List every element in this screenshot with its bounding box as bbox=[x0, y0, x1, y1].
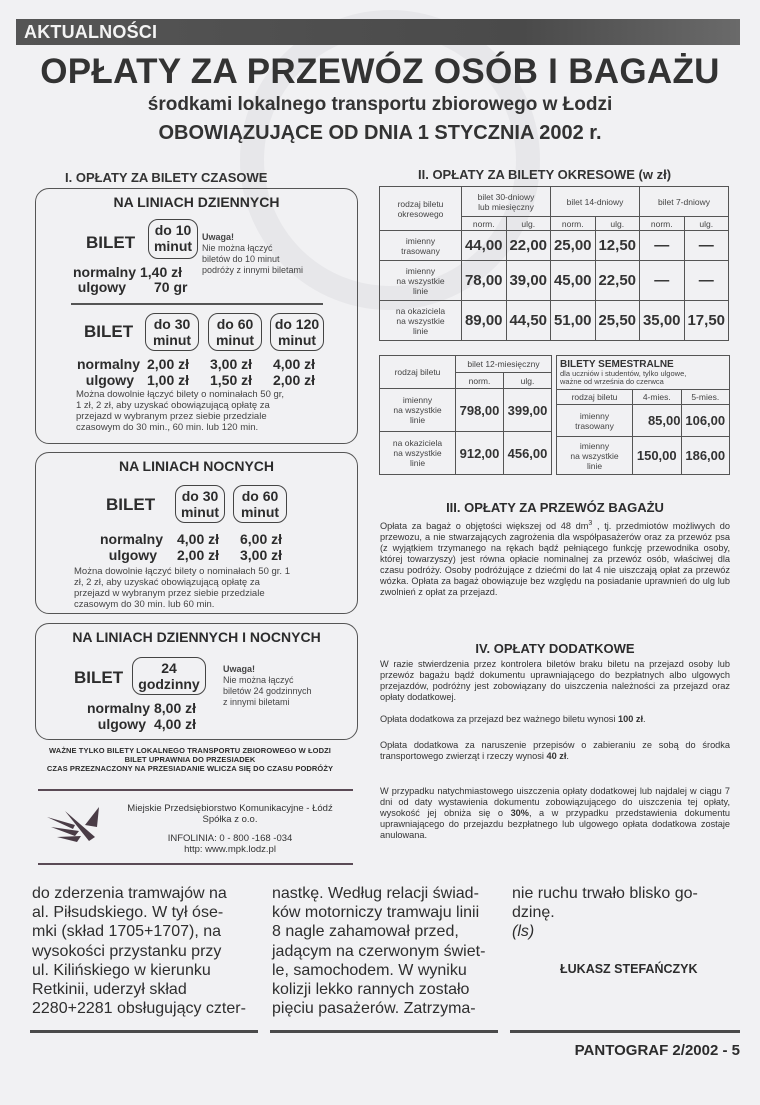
text: . bbox=[643, 714, 646, 724]
article-column-3 bbox=[512, 884, 744, 942]
note-line: Uwaga! bbox=[202, 232, 235, 242]
table-row bbox=[557, 405, 730, 437]
t60-normal-price: 3,00 zł bbox=[210, 356, 253, 372]
normal-label: normalny bbox=[76, 356, 140, 372]
day-lines-box bbox=[35, 188, 358, 444]
reduced-label: ulgowy bbox=[97, 716, 146, 732]
pill-top: do 30 bbox=[181, 488, 219, 504]
table-row bbox=[380, 231, 729, 261]
section-label: AKTUALNOŚCI bbox=[24, 22, 158, 42]
value-cell: — bbox=[684, 261, 729, 301]
article-line: 8 nagle zahamował przed, bbox=[272, 923, 459, 941]
cell-line: linie bbox=[412, 325, 429, 336]
note-line: Można dowolnie łączyć bilety o nominałach 50 gr, bbox=[76, 389, 285, 400]
pill-top: do 60 bbox=[216, 316, 254, 332]
value-cell: — bbox=[640, 231, 685, 261]
page-title: OPŁATY ZA PRZEWÓZ OSÓB I BAGAŻU bbox=[40, 52, 720, 91]
fee-amount: 40 zł bbox=[546, 751, 567, 761]
bilet-label: BILET bbox=[84, 322, 134, 341]
bilet-label: BILET bbox=[74, 668, 124, 687]
night-ticket-30min bbox=[175, 485, 225, 523]
pill-bottom: minut bbox=[240, 504, 280, 520]
text: , tj. przedmiotów możliwych do przewozu, a nie stwarzających zagrożenia dla współpasażerów oraz za przewóz psa (z wyjątkiem trzymanego na rękach bądź pełniącego funkcję przewodnika osoby, której towarzyszy) jest równa opłacie nominalnej za przewóz osób, właściwej dla czasu podróży. Osoby podróżujące z dziećmi do lat 4 nie uiszczają opłat za przewóz wózka. Opłata za bagaż obowiązuje bez względu na posiadanie uprawnień do ulg lub zwolnień z opłat za przejazd. bbox=[380, 521, 731, 598]
night-t30-normal: 4,00 zł bbox=[177, 531, 220, 547]
infoline-number: INFOLINIA: 0 - 800 -168 -034 bbox=[167, 833, 293, 844]
value-cell: 25,50 bbox=[595, 301, 640, 341]
article-line: jadącym na czerwonym świet- bbox=[272, 942, 486, 960]
value-cell: 35,00 bbox=[640, 301, 685, 341]
reduced-label: ulgowy bbox=[85, 372, 134, 388]
company-website-link[interactable]: http: www.mpk.lodz.pl bbox=[184, 844, 276, 855]
article-line: nastkę. Według relacji świad- bbox=[272, 885, 479, 902]
sub-header: ulg. bbox=[506, 217, 551, 231]
cell-line: imienny bbox=[402, 395, 433, 405]
article-line: ul. Kilińskiego w kierunku bbox=[32, 961, 211, 979]
type-header bbox=[380, 187, 462, 231]
bilet-label: BILET bbox=[86, 233, 136, 252]
day-lines-title: NA LINIACH DZIENNYCH bbox=[113, 194, 280, 210]
caps-note-line: CZAS PRZEZNACZONY NA PRZESIADANIE WLICZA SIĘ DO CZASU PODRÓŻY bbox=[46, 764, 334, 773]
page-footer: PANTOGRAF 2/2002 - 5 bbox=[574, 1042, 740, 1059]
note-line: biletów do 10 minut bbox=[202, 254, 280, 264]
periodic-tickets-table bbox=[379, 186, 729, 341]
sub-header: norm. bbox=[456, 373, 504, 389]
cell-line: na okaziciela bbox=[392, 438, 443, 448]
row-label bbox=[380, 301, 462, 341]
night-t30-reduced: 2,00 zł bbox=[177, 547, 220, 563]
table-row bbox=[380, 301, 729, 341]
night-lines-title: NA LINIACH NOCNYCH bbox=[118, 458, 275, 474]
t24-normal-price: 8,00 zł bbox=[154, 700, 197, 716]
value-cell: 89,00 bbox=[462, 301, 507, 341]
value-cell: 912,00 bbox=[456, 432, 504, 475]
pill-bottom: godzinny bbox=[138, 676, 200, 692]
article-line: al. Piłsudskiego. W tył óse- bbox=[32, 904, 224, 922]
note-line: Nie można łączyć bbox=[202, 243, 273, 253]
sub-header: ulg. bbox=[684, 217, 729, 231]
normal-label: normalny bbox=[72, 264, 136, 280]
cell-line: na okaziciela bbox=[395, 305, 446, 316]
note-line: przejazd w wybranym przez siebie przedziale bbox=[74, 588, 265, 599]
t60-reduced-price: 1,50 zł bbox=[210, 372, 253, 388]
value-cell: 51,00 bbox=[551, 301, 596, 341]
value-cell: 45,00 bbox=[551, 261, 596, 301]
table-row bbox=[380, 432, 552, 475]
column-rule bbox=[30, 1030, 258, 1033]
value-cell: 85,00 bbox=[633, 405, 682, 437]
value-cell: 798,00 bbox=[456, 389, 504, 432]
reduced-label: ulgowy bbox=[108, 547, 157, 563]
note-line: Uwaga! bbox=[223, 664, 256, 674]
value-cell: — bbox=[640, 261, 685, 301]
pill-bottom: minut bbox=[153, 238, 193, 254]
pill-bottom: minut bbox=[180, 504, 220, 520]
row-label bbox=[557, 437, 633, 475]
text: Opłata dodatkowa za przejazd bez ważnego biletu wynosi bbox=[380, 714, 618, 724]
ticket-24h bbox=[132, 657, 206, 695]
cell-line: lub miesięczny bbox=[478, 201, 534, 212]
note-line: 1 zł, 2 zł, aby uzyskać obowiązującą opłatę za bbox=[76, 400, 270, 411]
night-ticket-60min bbox=[233, 485, 287, 523]
article-column-2 bbox=[272, 884, 504, 1018]
table-row bbox=[557, 437, 730, 475]
cell-line: na wszystkie bbox=[396, 315, 445, 326]
article-author: ŁUKASZ STEFAŃCZYK bbox=[560, 962, 698, 976]
article-column-1 bbox=[32, 884, 264, 1018]
t10-normal-price: 1,40 zł bbox=[140, 264, 183, 280]
article-line: ków motorniczy tramwaju linii bbox=[272, 904, 480, 922]
group-12month: bilet 12-miesięczny bbox=[456, 356, 552, 373]
author-initials: (ls) bbox=[512, 923, 535, 941]
note-line: Nie można łączyć bbox=[223, 675, 294, 685]
baggage-paragraph bbox=[380, 518, 730, 598]
section2-heading: II. OPŁATY ZA BILETY OKRESOWE (w zł) bbox=[418, 167, 672, 182]
group-14day: bilet 14-dniowy bbox=[551, 187, 640, 217]
pill-top: do 120 bbox=[274, 316, 320, 332]
table-row bbox=[380, 261, 729, 301]
night-t60-normal: 6,00 zł bbox=[240, 531, 283, 547]
discount-percent: 30% bbox=[510, 808, 529, 818]
sub-header: 4-mies. bbox=[633, 390, 682, 405]
sub-header: norm. bbox=[640, 217, 685, 231]
cell-line: imienny bbox=[579, 410, 610, 421]
column-rule bbox=[510, 1030, 740, 1033]
t120-normal-price: 4,00 zł bbox=[273, 356, 316, 372]
ticket-60min bbox=[208, 313, 262, 351]
text: dzinę. bbox=[512, 904, 555, 922]
cell-line: na wszystkie bbox=[393, 448, 442, 458]
value-cell: 39,00 bbox=[506, 261, 551, 301]
cell-line: trasowany bbox=[401, 245, 440, 256]
text: , a w przypadku przedstawienia dokumentu uprawniającego do przejazdu bezpłatnego lub ulgowego opłata dodatkowa zostaje anulowana. bbox=[380, 808, 730, 840]
article-line: kolizji lekko rannych zostało bbox=[272, 981, 470, 999]
semester-title: BILETY SEMESTRALNE bbox=[560, 358, 674, 370]
text: . bbox=[566, 751, 569, 761]
company-rule-bottom bbox=[38, 863, 353, 865]
pill-bottom: minut bbox=[277, 332, 317, 348]
annual-tickets-table bbox=[379, 355, 552, 475]
text: Opłata dodatkowa za naruszenie przepisów o zabieraniu ze sobą do środka transportowego zwierząt i rzeczy wynosi bbox=[380, 740, 730, 761]
article-line: le, samochodem. W wyniku bbox=[272, 961, 467, 979]
sub-header: norm. bbox=[551, 217, 596, 231]
night-combine-note bbox=[74, 566, 324, 610]
value-cell: 399,00 bbox=[504, 389, 552, 432]
cell-line: linie bbox=[586, 460, 603, 471]
value-cell: 22,50 bbox=[595, 261, 640, 301]
table-row bbox=[380, 389, 552, 432]
extra-fees-p3 bbox=[380, 740, 730, 762]
pill-top: do 60 bbox=[241, 488, 279, 504]
normal-label: normalny bbox=[86, 700, 150, 716]
row-label bbox=[380, 432, 456, 475]
note-line: biletów 24 godzinnych bbox=[223, 686, 312, 696]
effective-date: OBOWIĄZUJĄCE OD DNIA 1 STYCZNIA 2002 r. bbox=[158, 122, 602, 144]
extra-fees-p4 bbox=[380, 786, 730, 841]
article-line: mki (skład 1705+1707), na bbox=[32, 923, 221, 941]
ticket-120min bbox=[270, 313, 324, 351]
article-line: do zderzenia tramwajów na bbox=[32, 885, 227, 902]
company-rule-top bbox=[38, 789, 353, 791]
article-line: Retkinii, uderzył skład bbox=[32, 981, 187, 999]
cell-line: linie bbox=[412, 285, 429, 296]
section1-heading: I. OPŁATY ZA BILETY CZASOWE bbox=[65, 170, 268, 185]
cell-line: rodzaj biletu bbox=[397, 198, 444, 209]
article-line: nie ruchu trwało blisko go- bbox=[512, 885, 698, 902]
article-line: pięciu pasażerów. Zatrzyma- bbox=[272, 1000, 476, 1018]
t10-warning-note bbox=[202, 232, 303, 276]
extra-fees-p2 bbox=[380, 714, 730, 725]
night-lines-box bbox=[35, 452, 358, 614]
note-line: przejazd w wybranym przez siebie przedziale bbox=[76, 411, 267, 422]
pill-top: do 30 bbox=[153, 316, 191, 332]
day-combine-note bbox=[76, 389, 326, 433]
pill-top: do 10 bbox=[154, 222, 192, 238]
article-line: 2280+2281 obsługujący czter- bbox=[32, 1000, 246, 1018]
t24-warning-note bbox=[223, 664, 312, 708]
row-label bbox=[380, 261, 462, 301]
group-30day bbox=[462, 187, 551, 217]
text: W przypadku natychmiastowego uiszczenia opłaty dodatkowej lub najdalej w ciągu 7 dni od daty wystawienia dokumentu zobowiązującego do uiszczenia tej opłaty, wysokość jej obniża się o bbox=[380, 786, 730, 818]
sub-header: ulg. bbox=[595, 217, 640, 231]
ticket-10min bbox=[148, 219, 198, 259]
extra-fees-p1: W razie stwierdzenia przez kontrolera biletów braku biletu na przejazd osoby lub przewóz bagażu bądź dokumentu uprawniającego do bezpłatnych albo ulgowych przejazdów, podróżny jest zobowiązany do uiszczenia należności za przejazd oraz opłaty dodatkowej. bbox=[380, 659, 730, 702]
value-cell: 44,00 bbox=[462, 231, 507, 261]
ticket-30min bbox=[145, 313, 199, 351]
fee-amount: 100 zł bbox=[618, 714, 644, 724]
day-night-lines-title: NA LINIACH DZIENNYCH I NOCNYCH bbox=[72, 629, 321, 645]
t24-reduced-price: 4,00 zł bbox=[154, 716, 197, 732]
value-cell: 22,00 bbox=[506, 231, 551, 261]
pill-bottom: minut bbox=[152, 332, 192, 348]
day-night-lines-box bbox=[35, 623, 358, 740]
type-header: rodzaj biletu bbox=[557, 390, 633, 405]
t120-reduced-price: 2,00 zł bbox=[273, 372, 316, 388]
value-cell: 106,00 bbox=[681, 405, 730, 437]
caps-note-line: WAŻNE TYLKO BILETY LOKALNEGO TRANSPORTU ZBIOROWEGO W ŁODZI bbox=[49, 746, 331, 755]
cell-line: okresowego bbox=[397, 208, 444, 219]
normal-label: normalny bbox=[99, 531, 163, 547]
section3-heading: III. OPŁATY ZA PRZEWÓZ BAGAŻU bbox=[446, 500, 664, 515]
text: Opłata za bagaż o objętości większej od 48 dm bbox=[380, 521, 589, 532]
sub-header: norm. bbox=[462, 217, 507, 231]
divider bbox=[71, 303, 323, 305]
cell-line: imienny bbox=[405, 265, 436, 276]
value-cell: 150,00 bbox=[633, 437, 682, 475]
validity-notes bbox=[30, 746, 350, 773]
cell-line: imienny bbox=[405, 235, 436, 246]
cell-line: imienny bbox=[579, 440, 610, 451]
cell-line: linie bbox=[409, 415, 426, 425]
t30-reduced-price: 1,00 zł bbox=[147, 372, 190, 388]
value-cell: 25,00 bbox=[551, 231, 596, 261]
semester-tickets-table bbox=[556, 355, 730, 475]
note-line: czasowym do 30 min. lub 60 min. bbox=[74, 599, 215, 610]
cell-line: bilet 30-dniowy bbox=[477, 191, 535, 202]
page-subtitle: środkami lokalnego transportu zbiorowego w Łodzi bbox=[147, 94, 613, 115]
note-line: zł, 2 zł, aby uzyskać obowiązującą opłatę za bbox=[74, 577, 260, 588]
value-cell: 17,50 bbox=[684, 301, 729, 341]
t10-reduced-price: 70 gr bbox=[154, 279, 188, 295]
row-label bbox=[557, 405, 633, 437]
value-cell: 78,00 bbox=[462, 261, 507, 301]
type-header: rodzaj biletu bbox=[380, 356, 456, 389]
semester-desc: ważne od września do czerwca bbox=[560, 376, 664, 386]
value-cell: 12,50 bbox=[595, 231, 640, 261]
cell-line: na wszystkie bbox=[396, 275, 445, 286]
note-line: czasowym do 30 min., 60 min. lub 120 min. bbox=[76, 422, 259, 433]
cell-line: na wszystkie bbox=[570, 450, 619, 461]
cell-line: linie bbox=[409, 458, 426, 468]
group-7day: bilet 7-dniowy bbox=[640, 187, 729, 217]
cell-line: trasowany bbox=[575, 420, 614, 431]
row-label bbox=[380, 389, 456, 432]
note-line: podróży z innymi biletami bbox=[202, 265, 304, 275]
pill-bottom: minut bbox=[215, 332, 255, 348]
reduced-label: ulgowy bbox=[77, 279, 126, 295]
bilet-label: BILET bbox=[106, 495, 156, 514]
value-cell: 456,00 bbox=[504, 432, 552, 475]
company-info bbox=[110, 803, 350, 855]
sub-header: 5-mies. bbox=[681, 390, 730, 405]
semester-desc: dla uczniów i studentów, tylko ulgowe, bbox=[560, 368, 687, 378]
value-cell: 186,00 bbox=[681, 437, 730, 475]
pill-top: 24 bbox=[161, 660, 177, 676]
semester-header bbox=[557, 356, 730, 390]
row-label bbox=[380, 231, 462, 261]
section-header-bar bbox=[16, 19, 740, 45]
sub-header: ulg. bbox=[504, 373, 552, 389]
mpk-logo-icon bbox=[45, 803, 105, 845]
value-cell: — bbox=[684, 231, 729, 261]
section4-heading: IV. OPŁATY DODATKOWE bbox=[475, 641, 635, 656]
cell-line: na wszystkie bbox=[393, 405, 442, 415]
note-line: Można dowolnie łączyć bilety o nominałach 50 gr. 1 bbox=[74, 566, 290, 577]
t30-normal-price: 2,00 zł bbox=[147, 356, 190, 372]
company-name: Miejskie Przedsiębiorstwo Komunikacyjne - Łódź bbox=[127, 803, 333, 814]
article-line bbox=[512, 903, 744, 941]
note-line: z innymi biletami bbox=[223, 697, 290, 707]
caps-note-line: BILET UPRAWNIA DO PRZESIADEK bbox=[124, 755, 256, 764]
company-form: Spółka z o.o. bbox=[202, 814, 258, 825]
column-rule bbox=[270, 1030, 498, 1033]
superscript: 3 bbox=[588, 520, 593, 527]
night-t60-reduced: 3,00 zł bbox=[240, 547, 283, 563]
value-cell: 44,50 bbox=[506, 301, 551, 341]
article-line: wysokości przystanku przy bbox=[32, 942, 222, 960]
